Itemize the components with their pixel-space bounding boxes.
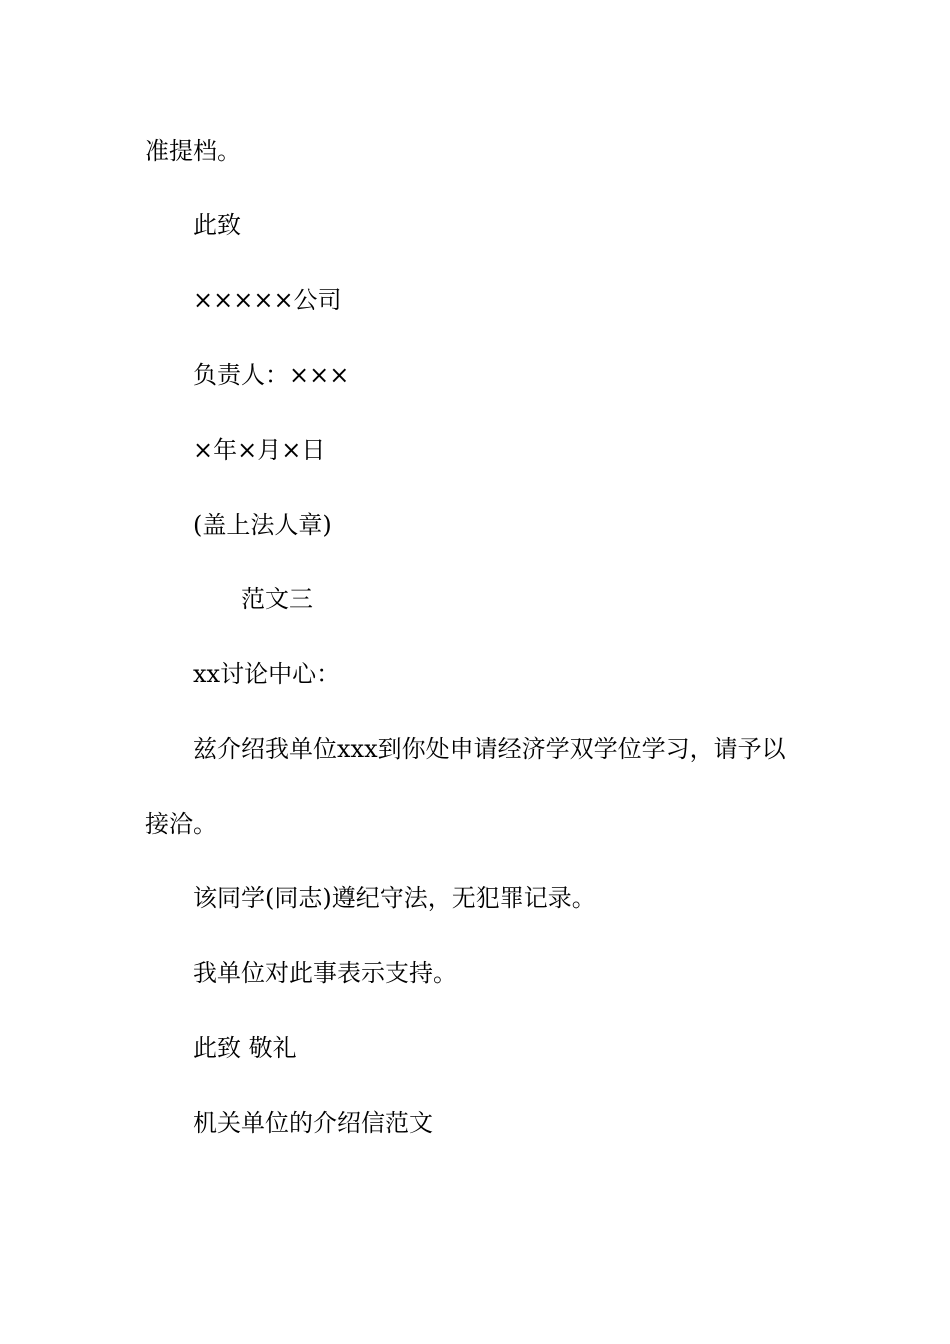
text-line-body: 兹介绍我单位xxx到你处申请经济学双学位学习，请予以 xyxy=(193,735,786,763)
section-heading: 范文三 xyxy=(241,585,313,613)
text-line-company: ×××××公司 xyxy=(193,286,342,314)
text-line-continuation: 准提档。 xyxy=(145,137,241,165)
text-line-date: ×年×月×日 xyxy=(193,436,326,464)
text-line-closing: 此致 敬礼 xyxy=(193,1034,297,1062)
text-line-support: 我单位对此事表示支持。 xyxy=(193,959,457,987)
text-line-person-in-charge: 负责人：××× xyxy=(193,361,350,389)
text-line-salutation: 此致 xyxy=(193,211,241,239)
text-line-seal-note: (盖上法人章) xyxy=(193,511,332,539)
text-line-record: 该同学(同志)遵纪守法，无犯罪记录。 xyxy=(193,884,596,912)
text-line-addressee: xx讨论中心： xyxy=(193,660,341,688)
text-line-body-continuation: 接洽。 xyxy=(145,810,217,838)
text-line-next-title: 机关单位的介绍信范文 xyxy=(193,1109,433,1137)
